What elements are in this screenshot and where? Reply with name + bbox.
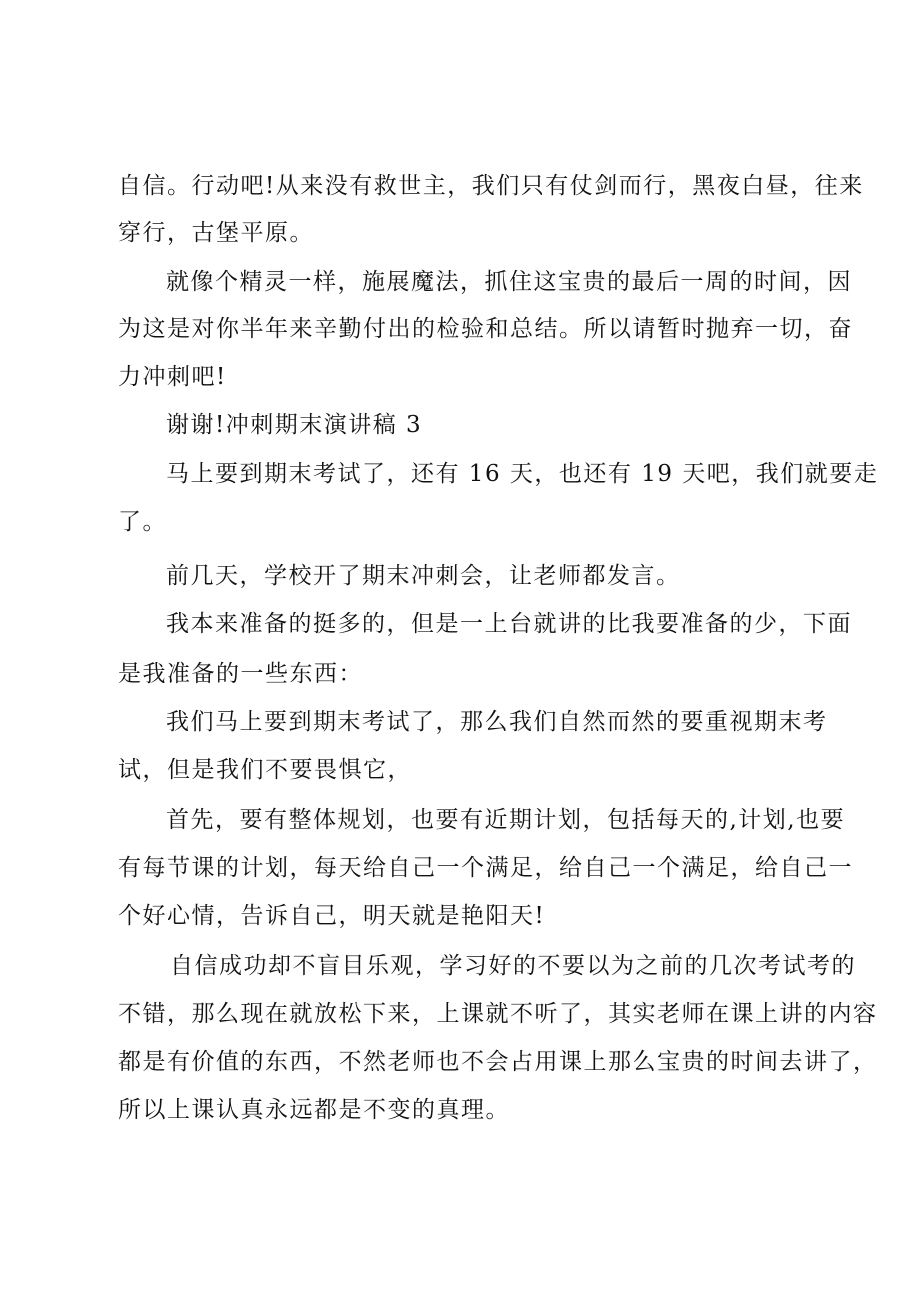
text-line: 个好心情，告诉自己，明天就是艳阳天! — [118, 903, 546, 929]
text-line: 不错，那么现在就放松下来，上课就不听了，其实老师在课上讲的内容 — [118, 1001, 878, 1027]
text-line: 有每节课的计划，每天给自己一个满足，给自己一个满足，给自己一 — [118, 855, 853, 881]
text-line: 我本来准备的挺多的，但是一上台就讲的比我要准备的少，下面 — [166, 611, 852, 637]
text-line: 是我准备的一些东西： — [118, 661, 363, 687]
text-line: 为这是对你半年来辛勤付出的检验和总结。所以请暂时抛弃一切，奋 — [118, 316, 853, 342]
text-line: 了。 — [118, 509, 167, 535]
text-line: 自信成功却不盲目乐观，学习好的不要以为之前的几次考试考的 — [170, 953, 856, 979]
text-line: 所以上课认真永远都是不变的真理。 — [118, 1097, 510, 1123]
text-line: 首先，要有整体规划，也要有近期计划，包括每天的,计划,也要 — [166, 807, 846, 833]
text-line: 就像个精灵一样，施展魔法，抓住这宝贵的最后一周的时间，因 — [166, 269, 852, 295]
text-line: 我们马上要到期末考试了，那么我们自然而然的要重视期末考 — [166, 709, 828, 735]
text-line: 自信。行动吧!从来没有救世主，我们只有仗剑而行，黑夜白昼，往来 — [118, 173, 864, 199]
text-line: 力冲刺吧! — [118, 364, 227, 390]
text-line: 马上要到期末考试了，还有 16 天，也还有 19 天吧，我们就要走 — [166, 461, 879, 487]
section-heading: 谢谢!冲刺期末演讲稿 3 — [166, 412, 423, 438]
text-line: 穿行，古堡平原。 — [118, 220, 314, 246]
text-line: 试，但是我们不要畏惧它， — [118, 757, 412, 783]
text-line: 前几天，学校开了期末冲刺会，让老师都发言。 — [166, 563, 681, 589]
text-line: 都是有价值的东西，不然老师也不会占用课上那么宝贵的时间去讲了， — [118, 1049, 878, 1075]
